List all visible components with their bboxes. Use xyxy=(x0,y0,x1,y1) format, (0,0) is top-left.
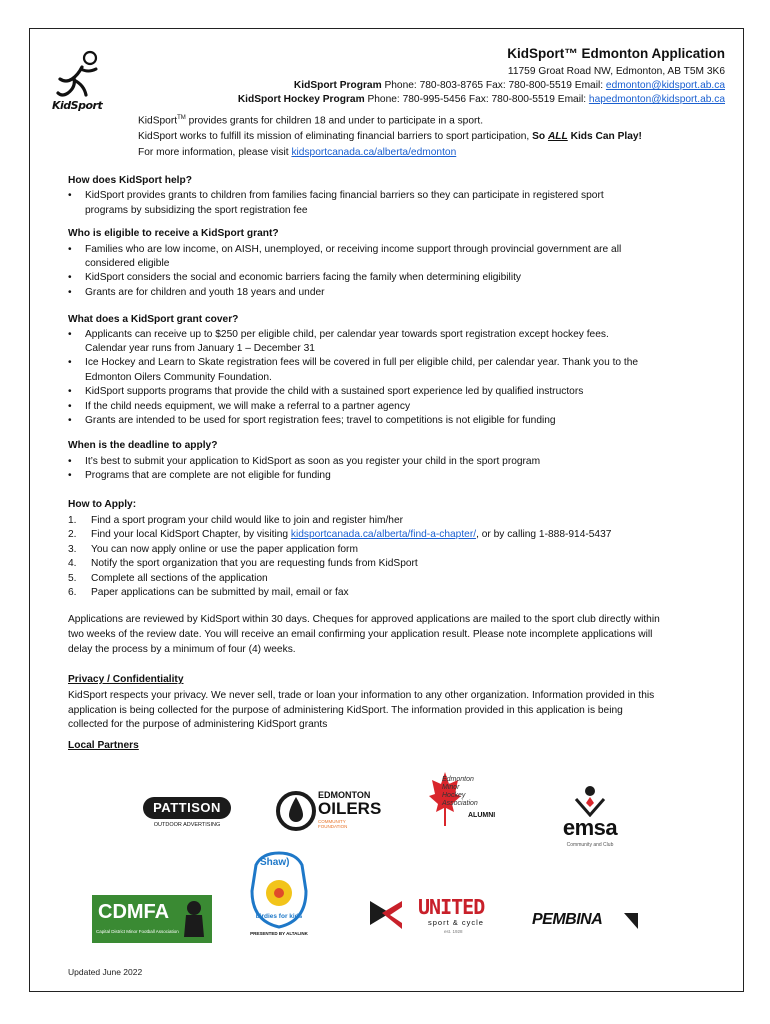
emha-l3: Hockey xyxy=(442,792,466,799)
intro-brand: KidSport xyxy=(138,115,178,127)
hockey-contact-text: Phone: 780-995-5456 Fax: 780-800-5519 Email: xyxy=(364,94,589,105)
bullet-text: considered eligible xyxy=(85,258,170,269)
pattison-logo xyxy=(143,797,231,837)
oilers-line1: EDMONTON xyxy=(318,790,371,800)
slogan-rest: Kids Can Play! xyxy=(567,131,642,142)
step-text: Find a sport program your child would like to join and register him/her xyxy=(91,515,403,526)
help-heading: How does KidSport help? xyxy=(68,175,192,186)
oilers-drop-icon xyxy=(276,789,316,833)
bullet-text: Programs that are complete are not eligible for funding xyxy=(85,470,331,481)
edmonton-site-link[interactable]: kidsportcanada.ca/alberta/edmonton xyxy=(291,147,457,158)
page-title: KidSport™ Edmonton Application xyxy=(507,46,725,61)
emsa-logo xyxy=(555,785,625,851)
oilers-line2: OILERS xyxy=(318,799,382,818)
review-line: Applications are reviewed by KidSport within 30 days. Cheques for approved applications are mailed to the sport club directly within xyxy=(68,614,660,625)
emsa-name: emsa xyxy=(562,815,618,840)
apply-step xyxy=(68,558,418,569)
shaw-brand: Shaw) xyxy=(260,857,290,868)
privacy-heading: Privacy / Confidentiality xyxy=(68,674,184,685)
emsa-sub: Community and Club xyxy=(566,842,614,848)
privacy-line: collected for the purpose of administering KidSport grants xyxy=(68,719,328,730)
step-number: 3. xyxy=(68,544,77,555)
apply-step xyxy=(68,587,349,598)
bullet-text: KidSport supports programs that provide the child with a sustained sport experience led by qualified instructors xyxy=(85,386,584,397)
cdmfa-name: CDMFA xyxy=(98,901,170,923)
address: 11759 Groat Road NW, Edmonton, AB T5M 3K6 xyxy=(507,66,725,77)
application-page: KidSport KidSport™ Edmonton Application 11759 Groat Road NW, Edmonton, AB T5M 3K6 KidSport Program Phone: 780-803-8765 Fax: 780-800-5519 Email: edmonton@kidsport.ab.ca KidSport Hockey Program Phone: 780-995-5456 Fax: 780-800-5519 Email: hapedmonton@kidsport.ab.ca KidSport™ provides grants for children 18 and under to participate in a sport. KidSport works to fulfill its mission of eliminating financial barriers to sport participation, So ALL Kids Can Play! For more information, please visit kidsportcanada.ca/alberta/edmonton How does KidSport help? • KidSport provides grants to children from families facing financial barriers so they can participate in registered sport programs by subsidizing the sport registration fee Who is eligible to receive a KidSport grant? • Families who are low income, on AISH, unemployed, or receiving income support through provincial government are all considered eligible • KidSport considers the social and economic barriers facing the family when determining eligibility • Grants are for children and youth 18 years and under What does a KidSport grant cover? • Applicants can receive up to $250 per eligible child, per calendar year towards sport registration except hockey fees. Calendar year runs from January 1 – December 31 • Ice Hockey and Learn to Skate registration fees will be covered in full per eligible child, per calendar year. Thank you to the Edmonton Oilers Community Foundation. • KidSport supports programs that provide the child with a sustained sport experience led by qualified instructors • If the child needs equipment, we will make a referral to a partner agency • Grants are intended to be used for sport registration fees; travel to competitions is not eligible for funding When is the deadline to apply? • It’s best to submit your application to KidSport as soon as you register your child in the sport program • Programs that are complete are not eligible for funding How to Apply: 1. Find a sport program your child would like to join and register him/her 2. Find your local KidSport Chapter, by visiting kidsportcanada.ca/alberta/find-a-chapter/, or by calling 1-888-914-5437 3. You can now apply online or use the paper application form 4. Notify the sport organization that you are requesting funds from KidSport 5. Complete all sections of the application 6. Paper applications can be submitted by mail, email or fax Applications are reviewed by KidSport within 30 days. Cheques for approved applications are mailed to the sport club directly within two weeks of the review date. You will receive an email confirming your application result. Please note incomplete applications will delay the process by a minimum of four (4) weeks. Privacy / Confidentiality KidSport respects your privacy. We never sell, trade or loan your information to any other organization. Information provided in this application is being collected for the purpose of administering KidSport. The information provided in this application is being collected for the purpose of administering KidSport grants Local Partners PATTISON OUTDOOR ADVERTISING EDMONTON OILERS COMMUNITY FOUNDATION Edmonton Minor Hockey Association ALUMNI emsa Community and Club CDMFA Capital District Minor Football Association Shaw) birdies for kids PRESENTED BY ALTALINK UNITED sport & cycle est. 1928 PEMBINA Updated June 2022 xyxy=(29,28,744,992)
hockey-label: KidSport Hockey Program xyxy=(237,94,365,105)
bullet-text: Edmonton Oilers Community Foundation. xyxy=(85,372,272,383)
partners-heading: Local Partners xyxy=(68,740,139,751)
apply-step xyxy=(68,529,611,540)
apply-step xyxy=(68,544,358,555)
bullet-text: Grants are intended to be used for sport registration fees; travel to competitions is not eligible for funding xyxy=(85,415,556,426)
emha-alumni: ALUMNI xyxy=(468,812,496,819)
cdmfa-sub: Capital District Minor Football Association xyxy=(96,929,179,934)
apply-step xyxy=(68,515,403,526)
step-number: 1. xyxy=(68,515,77,526)
slogan-so: So xyxy=(532,131,548,142)
united-logo xyxy=(368,895,498,939)
pembina-name: PEMBINA xyxy=(532,911,603,928)
bullet-text: KidSport provides grants to children from families facing financial barriers so they can participate in registered sport xyxy=(85,190,604,201)
updated-date: Updated June 2022 xyxy=(68,967,143,977)
step-text: Complete all sections of the application xyxy=(91,573,268,584)
bullet-text: KidSport considers the social and economic barriers facing the family when determining eligibility xyxy=(85,272,522,283)
emha-l2: Minor xyxy=(442,784,460,791)
step-number: 5. xyxy=(68,573,77,584)
slogan-all: ALL xyxy=(547,131,568,142)
step-text: , or by calling 1-888-914-5437 xyxy=(476,529,612,540)
hockey-contact xyxy=(238,94,725,105)
intro-line-3-text: For more information, please visit xyxy=(138,147,292,158)
pattison-name: PATTISON xyxy=(143,797,231,819)
bullet-text: If the child needs equipment, we will make a referral to a partner agency xyxy=(85,401,411,412)
united-est: est. 1928 xyxy=(444,929,463,934)
emsa-ball-icon xyxy=(570,785,610,817)
step-text: Find your local KidSport Chapter, by visiting xyxy=(91,529,291,540)
bullet-text: It’s best to submit your application to KidSport as soon as you register your child in the sport program xyxy=(85,456,541,467)
step-number: 6. xyxy=(68,587,77,598)
step-text: Notify the sport organization that you are requesting funds from KidSport xyxy=(91,558,418,569)
review-line: two weeks of the review date. You will receive an email confirming your application result. Please note incomplete applications will xyxy=(68,629,653,640)
program-email-link[interactable]: edmonton@kidsport.ab.ca xyxy=(605,80,725,91)
intro-line-3 xyxy=(138,147,456,158)
oilers-sub: COMMUNITY FOUNDATION xyxy=(318,819,348,829)
step-text: You can now apply online or use the paper application form xyxy=(91,544,358,555)
eligible-heading: Who is eligible to receive a KidSport grant? xyxy=(68,228,279,239)
hockey-email-link[interactable]: hapedmonton@kidsport.ab.ca xyxy=(588,94,725,105)
bullet-text: Families who are low income, on AISH, unemployed, or receiving income support through provincial government are all xyxy=(85,244,622,255)
find-chapter-link[interactable]: kidsportcanada.ca/alberta/find-a-chapter/ xyxy=(290,529,477,540)
step-text: Paper applications can be submitted by mail, email or fax xyxy=(91,587,349,598)
intro-tm: TM xyxy=(177,115,186,121)
bullet-text: Calendar year runs from January 1 – December 31 xyxy=(85,343,315,354)
shaw-sub: PRESENTED BY ALTALINK xyxy=(250,931,308,936)
privacy-line: application is being collected for the purpose of administering KidSport. The information provided in this application is being xyxy=(68,705,623,716)
review-line: delay the process by a minimum of four (4) weeks. xyxy=(68,644,296,655)
apply-heading: How to Apply: xyxy=(68,499,137,510)
oilers-logo xyxy=(276,787,382,839)
program-contact-text: Phone: 780-803-8765 Fax: 780-800-5519 Email: xyxy=(381,80,606,91)
united-sub: sport & cycle xyxy=(428,918,484,927)
program-contact xyxy=(294,80,725,91)
bullet-text: programs by subsidizing the sport registration fee xyxy=(85,205,308,216)
apply-step xyxy=(68,573,268,584)
privacy-line: KidSport respects your privacy. We never sell, trade or loan your information to any other organization. Information provided in this xyxy=(68,690,655,701)
cover-heading: What does a KidSport grant cover? xyxy=(68,314,239,325)
intro-line-1 xyxy=(138,115,483,126)
shaw-birdies-logo xyxy=(248,851,310,941)
football-player-icon xyxy=(180,899,208,939)
bullet-text: Applicants can receive up to $250 per eligible child, per calendar year towards sport registration except hockey fees. xyxy=(85,329,609,340)
kidsport-logo-text: KidSport xyxy=(52,99,103,112)
shaw-ring-text: birdies for kids xyxy=(255,913,303,920)
emha-alumni-logo xyxy=(428,770,508,835)
intro-line-2-text: KidSport works to fulfill its mission of eliminating financial barriers to sport participation, xyxy=(138,131,533,142)
united-chevron-icon xyxy=(368,895,408,935)
intro-line-1-text: provides grants for children 18 and under to participate in a sport. xyxy=(185,115,484,127)
bullet-text: Grants are for children and youth 18 years and under xyxy=(85,287,325,298)
emha-l1: Edmonton xyxy=(442,776,474,783)
cdmfa-logo xyxy=(92,895,212,943)
pembina-mark-icon xyxy=(624,913,638,929)
step-number: 4. xyxy=(68,558,77,569)
pattison-sub: OUTDOOR ADVERTISING xyxy=(153,822,221,828)
pembina-logo xyxy=(532,909,642,935)
intro-line-2 xyxy=(138,131,642,142)
deadline-heading: When is the deadline to apply? xyxy=(68,440,218,451)
kidsport-logo xyxy=(52,49,104,119)
bullet-text: Ice Hockey and Learn to Skate registration fees will be covered in full per eligible child, per calendar year. Thank you to the xyxy=(85,357,639,368)
united-name: UNITED xyxy=(418,895,485,919)
program-label: KidSport Program xyxy=(293,80,382,91)
step-number: 2. xyxy=(68,529,77,540)
emha-l4: Association xyxy=(442,800,478,807)
